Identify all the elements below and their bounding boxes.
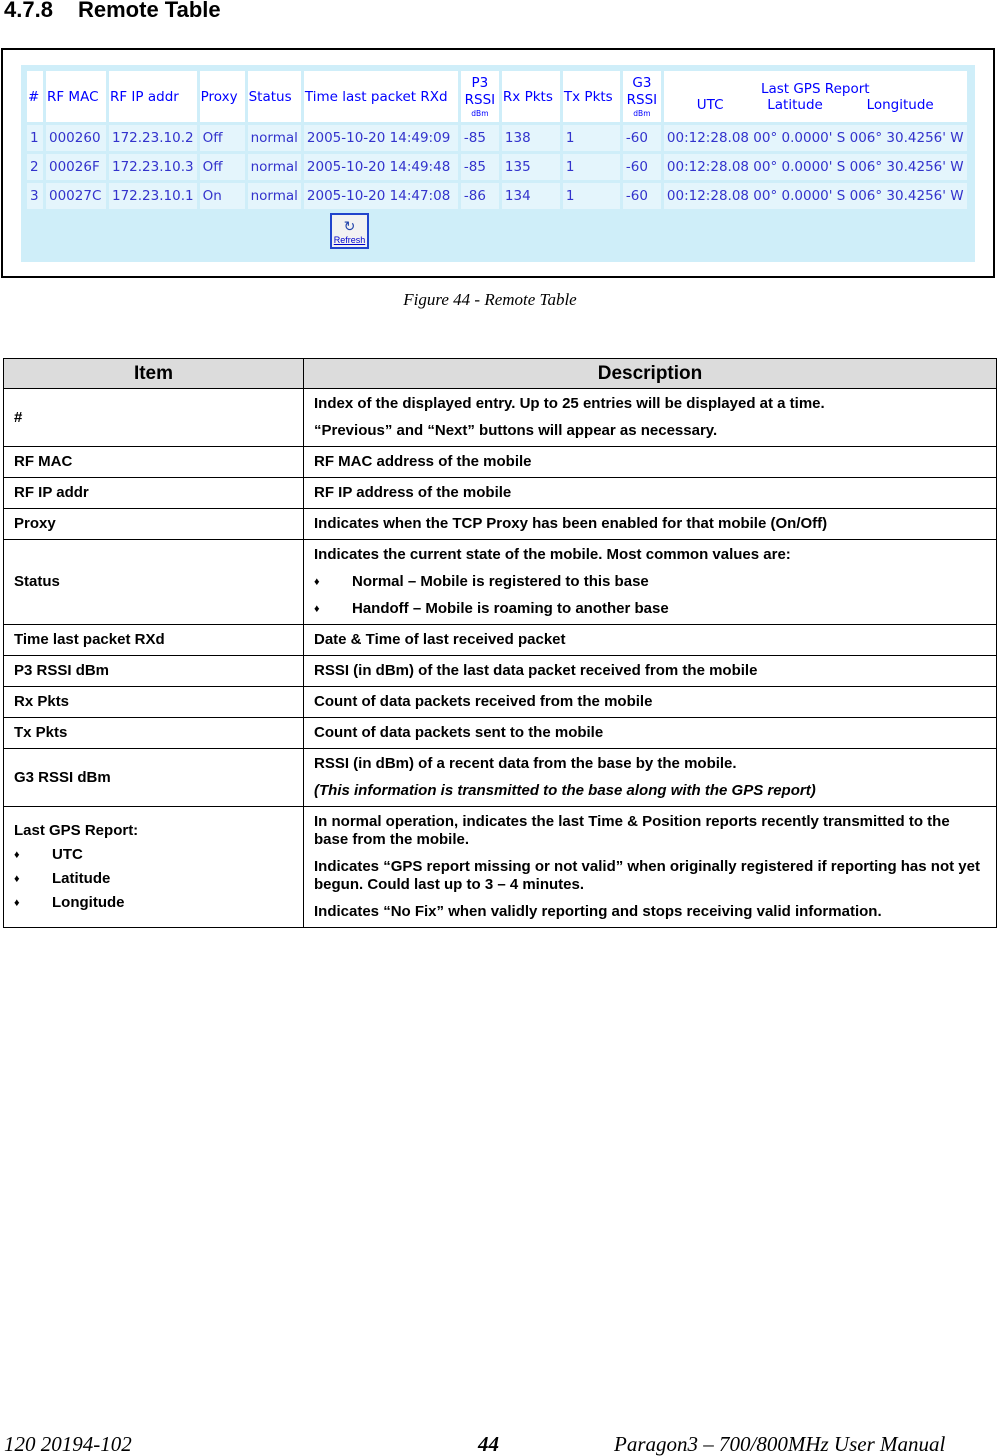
cell-last-gps-report: 00:12:28.08 00° 0.0000' S 006° 30.4256' W: [664, 183, 967, 209]
refresh-icon: ↻: [343, 218, 356, 234]
table-row: [4, 509, 997, 540]
footer-page-number: 44: [478, 1432, 499, 1456]
cell-rf-ip: 172.23.10.1: [109, 183, 197, 209]
table-row: [4, 478, 997, 509]
p3-label: P3: [471, 75, 489, 91]
item-cell: Tx Pkts: [4, 718, 304, 749]
cell-g3-rssi: -60: [623, 125, 661, 151]
col-header-proxy[interactable]: Proxy: [200, 71, 245, 122]
g3-label: G3: [632, 75, 652, 91]
cell-rf-mac: 000260: [46, 125, 106, 151]
diamond-bullet-icon: ♦: [314, 603, 320, 615]
cell-index: 3: [27, 183, 43, 209]
description-table-header: [4, 359, 997, 389]
table-row: [4, 749, 997, 807]
cell-rx-pkts: 134: [502, 183, 560, 209]
description-cell: [304, 749, 997, 807]
gps-subheaders: [665, 97, 966, 113]
item-cell: G3 RSSI dBm: [4, 749, 304, 807]
col-header-p3-rssi[interactable]: [461, 71, 499, 122]
cell-rx-pkts: 138: [502, 125, 560, 151]
gps-utc-label: UTC: [696, 96, 724, 113]
description-text: Indicates “No Fix” when validly reporting and stops receiving valid information.: [314, 903, 882, 920]
cell-status: normal: [248, 125, 301, 151]
diamond-bullet-icon: ♦: [314, 576, 320, 588]
item-cell: #: [4, 389, 304, 447]
refresh-label: Refresh: [333, 235, 366, 245]
description-table: [3, 358, 997, 928]
item-cell: RF MAC: [4, 447, 304, 478]
cell-status: normal: [248, 183, 301, 209]
table-row: [4, 389, 997, 447]
description-text: Index of the displayed entry. Up to 25 entries will be displayed at a time.: [314, 395, 825, 412]
description-cell: Indicates when the TCP Proxy has been enabled for that mobile (On/Off): [304, 509, 997, 540]
bullet-text: Longitude: [52, 894, 125, 911]
diamond-bullet-icon: ♦: [14, 849, 20, 861]
cell-index: 2: [27, 154, 43, 180]
description-cell: Count of data packets received from the mobile: [304, 687, 997, 718]
section-number: 4.7.8: [4, 0, 53, 22]
col-header-item: Item: [4, 359, 304, 389]
description-cell: Date & Time of last received packet: [304, 625, 997, 656]
gps-longitude-label: Longitude: [866, 96, 934, 113]
item-cell: Proxy: [4, 509, 304, 540]
table-row: [4, 718, 997, 749]
bullet-text: Handoff – Mobile is roaming to another base: [352, 600, 669, 617]
section-title: Remote Table: [78, 0, 221, 22]
col-header-rx-pkts[interactable]: Rx Pkts: [502, 71, 560, 122]
cell-rx-pkts: 135: [502, 154, 560, 180]
cell-proxy: Off: [200, 125, 245, 151]
table-row: [27, 183, 967, 209]
g3-rssi-label: RSSI: [626, 92, 658, 108]
description-cell: [304, 389, 997, 447]
description-cell: Count of data packets sent to the mobile: [304, 718, 997, 749]
cell-tx-pkts: 1: [563, 125, 620, 151]
cell-g3-rssi: -60: [623, 183, 661, 209]
gps-latitude-label: Latitude: [767, 96, 823, 113]
bullet-item: [314, 573, 986, 591]
refresh-button[interactable]: [330, 213, 369, 249]
p3-rssi-label: RSSI: [464, 92, 496, 108]
cell-p3-rssi: -86: [461, 183, 499, 209]
col-header-rf-mac[interactable]: RF MAC: [46, 71, 106, 122]
cell-rf-ip: 172.23.10.2: [109, 125, 197, 151]
remote-table-header-row: [27, 71, 967, 122]
item-cell: P3 RSSI dBm: [4, 656, 304, 687]
description-text: Indicates “GPS report missing or not valid” when originally registered if reporting has not yet begun. Could last up to 3 – 4 minutes.: [314, 858, 980, 893]
col-header-tx-pkts[interactable]: Tx Pkts: [563, 71, 620, 122]
bullet-item: [14, 870, 293, 888]
cell-time-last-packet: 2005-10-20 14:47:08: [304, 183, 458, 209]
description-text: RSSI (in dBm) of a recent data from the base by the mobile.: [314, 755, 737, 772]
footer-manual-title: Paragon3 – 700/800MHz User Manual: [614, 1432, 946, 1456]
bullet-text: Normal – Mobile is registered to this base: [352, 573, 649, 590]
diamond-bullet-icon: ♦: [14, 897, 20, 909]
item-cell: Status: [4, 540, 304, 625]
bullet-text: UTC: [52, 846, 83, 863]
item-cell: Rx Pkts: [4, 687, 304, 718]
description-cell: [304, 807, 997, 928]
cell-g3-rssi: -60: [623, 154, 661, 180]
cell-p3-rssi: -85: [461, 154, 499, 180]
table-row: [4, 625, 997, 656]
bullet-item: [314, 600, 986, 618]
item-cell: [4, 807, 304, 928]
figure-remote-table-screenshot: [1, 48, 995, 278]
col-header-index[interactable]: #: [27, 71, 43, 122]
bullet-text: Latitude: [52, 870, 111, 887]
item-cell: RF IP addr: [4, 478, 304, 509]
cell-time-last-packet: 2005-10-20 14:49:09: [304, 125, 458, 151]
cell-p3-rssi: -85: [461, 125, 499, 151]
table-row: [4, 656, 997, 687]
description-cell: RF MAC address of the mobile: [304, 447, 997, 478]
table-row: [4, 540, 997, 625]
description-text: Indicates the current state of the mobile. Most common values are:: [314, 546, 791, 563]
cell-rf-mac: 00027C: [46, 183, 106, 209]
p3-unit: dBm: [471, 109, 489, 118]
item-label: Last GPS Report:: [14, 822, 139, 839]
table-row: [4, 687, 997, 718]
item-cell: Time last packet RXd: [4, 625, 304, 656]
cell-rf-ip: 172.23.10.3: [109, 154, 197, 180]
g3-unit: dBm: [633, 109, 651, 118]
description-note: (This information is transmitted to the base along with the GPS report): [314, 782, 816, 799]
col-header-time-last-packet[interactable]: Time last packet RXd: [304, 71, 458, 122]
col-header-rf-ip[interactable]: RF IP addr: [109, 71, 197, 122]
remote-table-panel: [21, 65, 975, 262]
figure-caption: Figure 44 - Remote Table: [403, 290, 577, 309]
cell-tx-pkts: 1: [563, 154, 620, 180]
description-cell: [304, 540, 997, 625]
gps-title: Last GPS Report: [760, 80, 870, 97]
remote-table: [24, 68, 970, 212]
cell-status: normal: [248, 154, 301, 180]
footer-doc-number: 120 20194-102: [4, 1432, 132, 1456]
section-heading: [4, 0, 221, 23]
cell-proxy: Off: [200, 154, 245, 180]
table-row: [4, 447, 997, 478]
diamond-bullet-icon: ♦: [14, 873, 20, 885]
cell-last-gps-report: 00:12:28.08 00° 0.0000' S 006° 30.4256' W: [664, 154, 967, 180]
bullet-item: [14, 894, 293, 912]
bullet-item: [14, 846, 293, 864]
cell-proxy: On: [200, 183, 245, 209]
cell-tx-pkts: 1: [563, 183, 620, 209]
cell-rf-mac: 00026F: [46, 154, 106, 180]
table-row: [4, 807, 997, 928]
description-text: “Previous” and “Next” buttons will appear as necessary.: [314, 422, 718, 439]
col-header-status[interactable]: Status: [248, 71, 301, 122]
table-row: [27, 125, 967, 151]
table-row: [27, 154, 967, 180]
description-text: In normal operation, indicates the last Time & Position reports recently transmitted to the base from the mobile.: [314, 813, 950, 848]
col-header-g3-rssi[interactable]: [623, 71, 661, 122]
cell-index: 1: [27, 125, 43, 151]
col-header-description: Description: [304, 359, 997, 389]
cell-time-last-packet: 2005-10-20 14:49:48: [304, 154, 458, 180]
cell-last-gps-report: 00:12:28.08 00° 0.0000' S 006° 30.4256' W: [664, 125, 967, 151]
col-header-last-gps-report[interactable]: [664, 71, 967, 122]
description-cell: RF IP address of the mobile: [304, 478, 997, 509]
description-cell: RSSI (in dBm) of the last data packet received from the mobile: [304, 656, 997, 687]
